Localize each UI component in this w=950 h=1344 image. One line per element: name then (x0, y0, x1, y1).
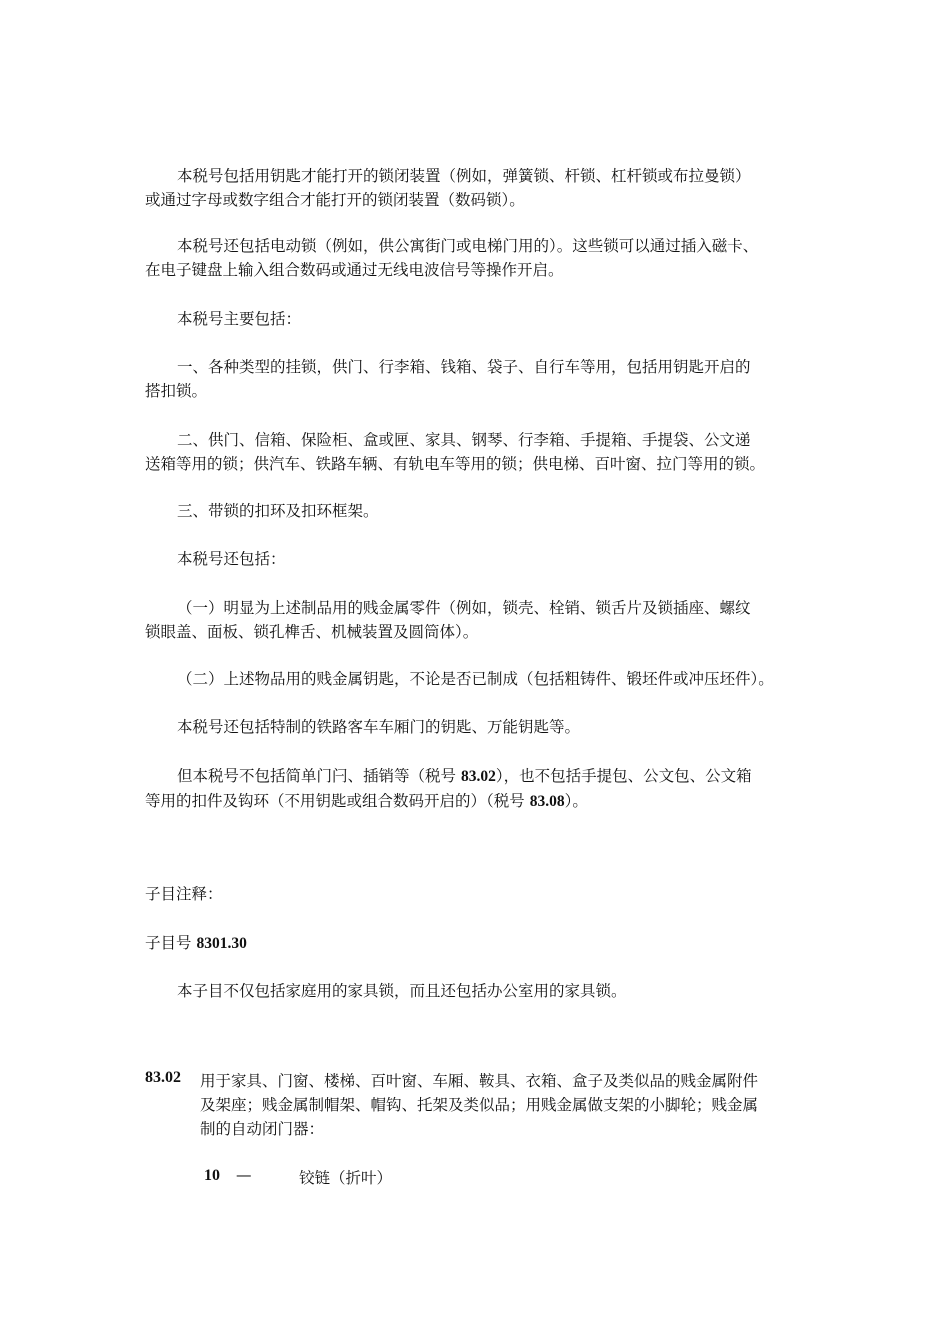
paragraph-line: 本税号包括用钥匙才能打开的锁闭装置（例如，弹簧锁、杆锁、杠杆锁或布拉曼锁） (177, 167, 751, 185)
text-run: 但本税号不包括简单门闩、插销等（税号 (177, 767, 461, 785)
paragraph-main-includes: 本税号主要包括： (177, 310, 302, 328)
subheading-row-label: 铰链（折叶） (299, 1169, 393, 1187)
paragraph-electric-locks (145, 234, 810, 282)
heading-description (200, 1069, 810, 1141)
subheading-number (145, 931, 810, 956)
subheading-row-code: 10 (204, 1167, 220, 1184)
paragraph-line: 送箱等用的锁；供汽车、铁路车辆、有轨电车等用的锁；供电梯、百叶窗、拉门等用的锁。 (145, 455, 766, 473)
text-run: ），也不包括手提包、公文包、公文箱 (495, 767, 752, 785)
tariff-code: 83.08 (529, 793, 565, 810)
text-run: ）。 (564, 792, 588, 810)
paragraph-item-two (145, 428, 810, 476)
paragraph-item-one (145, 355, 810, 403)
paragraph-line: 锁眼盖、面板、锁孔榫舌、机械装置及圆筒体）。 (145, 623, 479, 641)
paragraph-scope (145, 164, 810, 212)
paragraph-line (145, 789, 810, 814)
paragraph-exclusions (145, 764, 810, 814)
paragraph-keys: （二）上述物品用的贱金属钥匙，不论是否已制成（包括粗铸件、锻坯件或冲压坯件）。 (177, 670, 774, 688)
paragraph-line: 搭扣锁。 (145, 382, 208, 400)
subheading-row (204, 1166, 393, 1187)
heading-line: 用于家具、门窗、楼梯、百叶窗、车厢、鞍具、衣箱、盒子及类似品的贱金属附件 (200, 1072, 759, 1090)
paragraph-line: 在电子键盘上输入组合数码或通过无线电波信号等操作开启。 (145, 261, 564, 279)
paragraph-line: （一）明显为上述制品用的贱金属零件（例如，锁壳、栓销、锁舌片及锁插座、螺纹 (177, 599, 751, 617)
paragraph-special-keys: 本税号还包括特制的铁路客车车厢门的钥匙、万能钥匙等。 (177, 718, 581, 736)
paragraph-line: 或通过字母或数字组合才能打开的锁闭装置（数码锁）。 (145, 191, 525, 209)
subheading-code: 8301.30 (196, 935, 247, 952)
subheading-label: 子目号 (145, 934, 197, 952)
tariff-code: 83.02 (460, 768, 496, 785)
paragraph-item-three: 三、带锁的扣环及扣环框架。 (177, 502, 379, 520)
heading-line: 制的自动闭门器： (200, 1120, 325, 1138)
heading-line: 及架座；贱金属制帽架、帽钩、托架及类似品；用贱金属做支架的小脚轮；贱金属 (200, 1096, 759, 1114)
paragraph-parts (145, 596, 810, 644)
subheading-notes-title: 子目注释： (145, 885, 223, 903)
subheading-note-text: 本子目不仅包括家庭用的家具锁，而且还包括办公室用的家具锁。 (177, 982, 627, 1000)
paragraph-line: 一、各种类型的挂锁，供门、行李箱、钱箱、袋子、自行车等用，包括用钥匙开启的 (177, 358, 751, 376)
paragraph-line: 二、供门、信箱、保险柜、盒或匣、家具、钢琴、行李箱、手提箱、手提袋、公文递 (177, 431, 751, 449)
paragraph-also-includes: 本税号还包括： (177, 550, 286, 568)
paragraph-line: 本税号还包括电动锁（例如，供公寓街门或电梯门用的）。这些锁可以通过插入磁卡、 (177, 237, 759, 255)
paragraph-line (145, 764, 810, 789)
text-run: 等用的扣件及钩环（不用钥匙或组合数码开启的）（税号 (145, 792, 530, 810)
heading-code: 83.02 (145, 1069, 181, 1086)
subheading-row-dash: — (236, 1166, 252, 1184)
